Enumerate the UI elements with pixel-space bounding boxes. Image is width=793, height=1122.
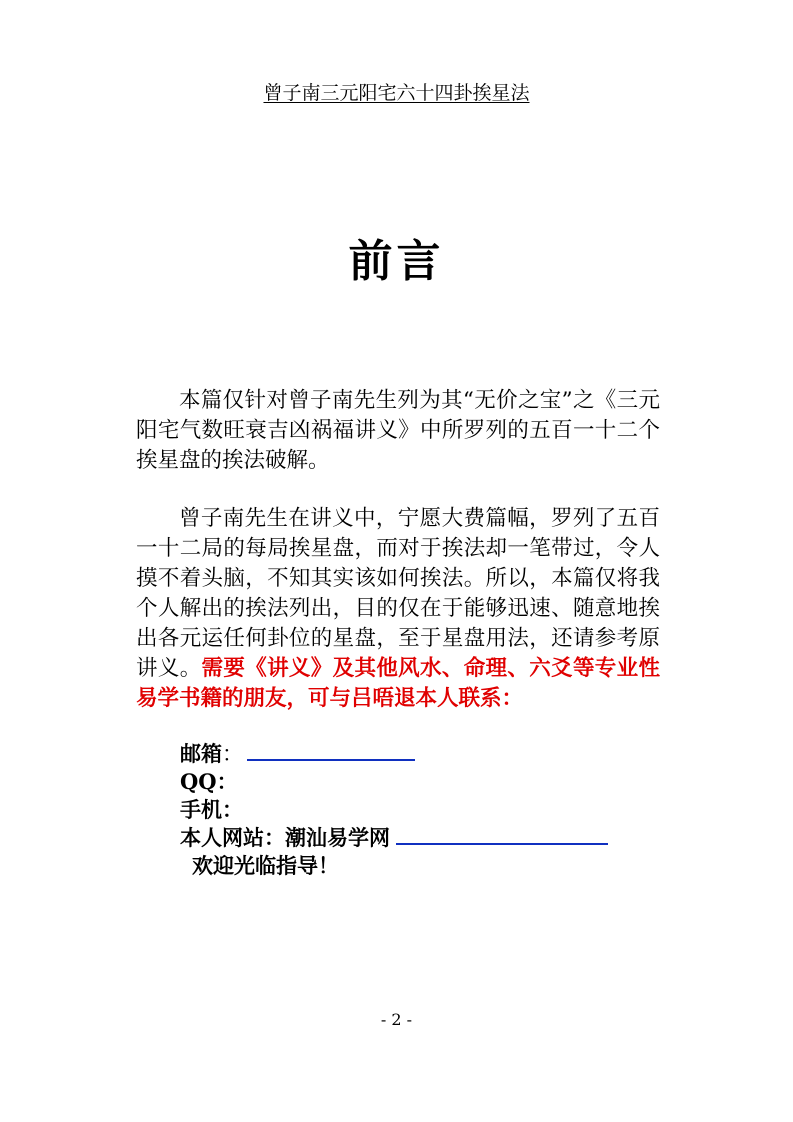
website-row: [180, 824, 660, 852]
explanation-text: 曾子南先生在讲义中，宁愿大费篇幅，罗列了五百一十二局的每局挨星盘，而对于挨法却一笔带过，令人摸不着头脑，不知其实该如何挨法。所以，本篇仅将我个人解出的挨法列出，目的仅在于能够迅速、随意地挨出各元运任何卦位的星盘，至于星盘用法，还请参考原讲义。: [136, 506, 660, 681]
welcome-text: 欢迎光临指导！: [192, 853, 339, 878]
page-title: 前言: [348, 236, 445, 287]
running-header-text: 曾子南三元阳宅六十四卦挨星法: [263, 82, 530, 104]
email-colon: ：: [222, 742, 243, 766]
contact-notice: 需要《讲义》及其他风水、命理、六爻等专业性易学书籍的朋友，可与吕唔退本人联系：: [136, 656, 660, 711]
qq-label: QQ：: [180, 769, 238, 794]
explanation-paragraph: [136, 504, 660, 714]
intro-paragraph: 本篇仅针对曾子南先生列为其“无价之宝”之《三元阳宅气数旺衰吉凶祸福讲义》中所罗列的五百一十二个挨星盘的挨法破解。: [136, 388, 660, 473]
email-row: [180, 740, 660, 768]
welcome-row: [180, 852, 660, 880]
email-label: 邮箱: [180, 741, 222, 766]
qq-row: [180, 768, 660, 796]
email-link-underline[interactable]: [247, 759, 415, 761]
running-header: [0, 81, 793, 105]
phone-row: [180, 796, 660, 824]
website-link-underline[interactable]: [396, 843, 608, 845]
website-label: 本人网站：潮汕易学网: [180, 825, 390, 850]
phone-label: 手机：: [180, 797, 243, 822]
contact-block: [180, 740, 660, 880]
page-number: - 2 -: [380, 1010, 413, 1029]
